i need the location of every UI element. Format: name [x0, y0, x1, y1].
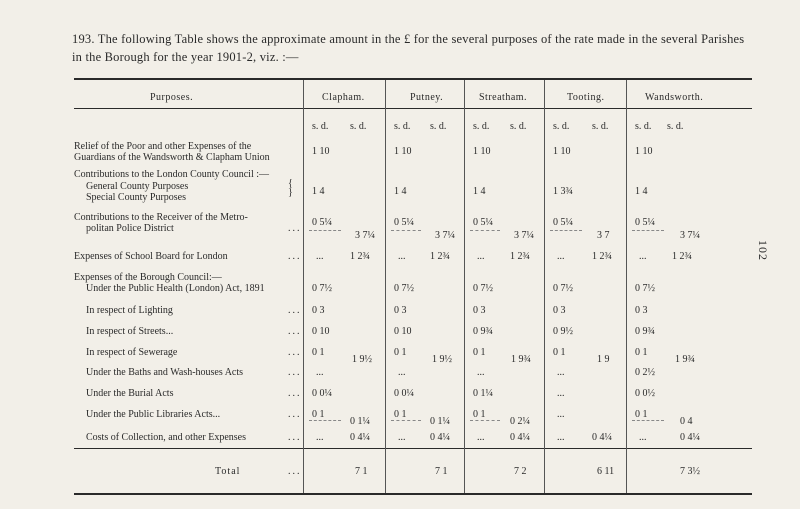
tooting-relief: 1 10 — [553, 146, 571, 157]
leader-dots: ... — [288, 326, 302, 337]
wandsworth-lighting: 0 3 — [635, 305, 648, 316]
streatham-subtotal-3: 0 2¼ — [510, 416, 530, 427]
streatham-total: 7 2 — [514, 466, 527, 477]
row-label-lighting: In respect of Lighting — [86, 305, 173, 316]
tooting-lighting: 0 3 — [553, 305, 566, 316]
putney-libraries: 0 1 — [394, 409, 407, 420]
clapham-school: 1 2¾ — [350, 251, 370, 262]
clapham-burial: 0 0¼ — [312, 388, 332, 399]
clapham-collection: 0 4¼ — [350, 432, 370, 443]
header-tooting: Tooting. — [567, 92, 605, 103]
header-clapham: Clapham. — [322, 92, 365, 103]
putney-subtotal-3: 0 1¼ — [430, 416, 450, 427]
subtotal-dash — [470, 420, 500, 421]
wandsworth-burial: 0 0½ — [635, 388, 655, 399]
subtotal-dash — [309, 230, 341, 231]
column-divider — [544, 80, 545, 493]
sd-header: s. d. — [635, 121, 652, 132]
tooting-lcc: 1 3¾ — [553, 186, 573, 197]
row-label-relief: Relief of the Poor and other Expenses of the — [74, 141, 252, 152]
streatham-collection-a: ... — [477, 432, 485, 443]
leader-dots: ... — [288, 251, 302, 262]
top-rule — [74, 78, 752, 80]
putney-school: 1 2¾ — [430, 251, 450, 262]
header-streatham: Streatham. — [479, 92, 528, 103]
putney-police: 0 5¼ — [394, 217, 414, 228]
wandsworth-relief: 1 10 — [635, 146, 653, 157]
tooting-libraries: ... — [557, 409, 565, 420]
tooting-sewerage: 0 1 — [553, 347, 566, 358]
row-label-libraries: Under the Public Libraries Acts... — [86, 409, 221, 420]
tooting-collection: 0 4¼ — [592, 432, 612, 443]
subtotal-dash — [632, 230, 664, 231]
clapham-subtotal-2: 1 9½ — [352, 354, 372, 365]
streatham-libraries: 0 1 — [473, 409, 486, 420]
subtotal-dash — [632, 420, 664, 421]
leader-dots: ... — [288, 223, 302, 234]
column-divider — [385, 80, 386, 493]
streatham-school: 1 2¾ — [510, 251, 530, 262]
clapham-health: 0 7½ — [312, 283, 332, 294]
leader-dots: ... — [288, 409, 302, 420]
row-label-lcc: Contributions to the London County Council :— — [74, 169, 269, 180]
streatham-relief: 1 10 — [473, 146, 491, 157]
row-label-borough: Expenses of the Borough Council:— — [74, 272, 222, 283]
putney-baths: ... — [398, 367, 406, 378]
streatham-lcc: 1 4 — [473, 186, 486, 197]
row-label-school: Expenses of School Board for London — [74, 251, 228, 262]
leader-dots: ... — [288, 466, 302, 477]
wandsworth-subtotal-3: 0 4 — [680, 416, 693, 427]
clapham-school-a: ... — [316, 251, 324, 262]
clapham-lcc: 1 4 — [312, 186, 325, 197]
leader-dots: ... — [288, 388, 302, 399]
wandsworth-libraries: 0 1 — [635, 409, 648, 420]
clapham-lighting: 0 3 — [312, 305, 325, 316]
row-label-sewerage: In respect of Sewerage — [86, 347, 178, 358]
header-purposes: Purposes. — [150, 92, 194, 103]
tooting-total: 6 11 — [597, 466, 615, 477]
putney-school-a: ... — [398, 251, 406, 262]
tooting-collection-a: ... — [557, 432, 565, 443]
row-label-police: Contributions to the Receiver of the Metro- — [74, 212, 248, 223]
sd-header: s. d. — [394, 121, 411, 132]
tooting-baths: ... — [557, 367, 565, 378]
row-label-public-health: Under the Public Health (London) Act, 1891 — [86, 283, 265, 294]
streatham-health: 0 7½ — [473, 283, 493, 294]
putney-burial: 0 0¼ — [394, 388, 414, 399]
putney-lcc: 1 4 — [394, 186, 407, 197]
column-divider — [626, 80, 627, 493]
clapham-sewerage: 0 1 — [312, 347, 325, 358]
sd-header: s. d. — [312, 121, 329, 132]
streatham-baths: ... — [477, 367, 485, 378]
row-label-special-county: Special County Purposes — [86, 192, 186, 203]
row-label-relief-cont: Guardians of the Wandsworth & Clapham Union — [74, 152, 270, 163]
clapham-total: 7 1 — [355, 466, 368, 477]
header-wandsworth: Wandsworth. — [645, 92, 704, 103]
header-putney: Putney. — [410, 92, 444, 103]
tooting-subtotal-2: 1 9 — [597, 354, 610, 365]
putney-streets: 0 10 — [394, 326, 412, 337]
wandsworth-police: 0 5¼ — [635, 217, 655, 228]
streatham-sewerage: 0 1 — [473, 347, 486, 358]
wandsworth-streets: 0 9¾ — [635, 326, 655, 337]
tooting-streets: 0 9½ — [553, 326, 573, 337]
putney-collection: 0 4¼ — [430, 432, 450, 443]
brace-mark: { } — [288, 178, 293, 198]
leader-dots: ... — [288, 347, 302, 358]
putney-collection-a: ... — [398, 432, 406, 443]
putney-subtotal-1: 3 7¼ — [435, 230, 455, 241]
row-label-police-cont: politan Police District — [86, 223, 174, 234]
wandsworth-school-a: ... — [639, 251, 647, 262]
wandsworth-collection: 0 4¼ — [680, 432, 700, 443]
clapham-streets: 0 10 — [312, 326, 330, 337]
subtotal-dash — [470, 230, 500, 231]
column-divider — [303, 80, 304, 493]
streatham-burial: 0 1¼ — [473, 388, 493, 399]
putney-relief: 1 10 — [394, 146, 412, 157]
streatham-collection: 0 4¼ — [510, 432, 530, 443]
streatham-police: 0 5¼ — [473, 217, 493, 228]
total-rule — [74, 448, 752, 449]
tooting-school: 1 2¾ — [592, 251, 612, 262]
clapham-police: 0 5¼ — [312, 217, 332, 228]
tooting-health: 0 7½ — [553, 283, 573, 294]
sd-header: s. d. — [553, 121, 570, 132]
clapham-collection-a: ... — [316, 432, 324, 443]
wandsworth-total: 7 3½ — [680, 466, 700, 477]
tooting-subtotal-1: 3 7 — [597, 230, 610, 241]
putney-health: 0 7½ — [394, 283, 414, 294]
clapham-libraries: 0 1 — [312, 409, 325, 420]
row-label-collection: Costs of Collection, and other Expenses — [86, 432, 246, 443]
subtotal-dash — [391, 420, 421, 421]
column-divider — [464, 80, 465, 493]
wandsworth-subtotal-2: 1 9¾ — [675, 354, 695, 365]
row-label-general-county: General County Purposes — [86, 181, 189, 192]
row-label-total: Total — [215, 466, 241, 477]
streatham-subtotal-1: 3 7¼ — [514, 230, 534, 241]
sd-header: s. d. — [350, 121, 367, 132]
streatham-school-a: ... — [477, 251, 485, 262]
header-rule — [74, 108, 752, 109]
streatham-streets: 0 9¾ — [473, 326, 493, 337]
sd-header: s. d. — [667, 121, 684, 132]
putney-lighting: 0 3 — [394, 305, 407, 316]
subtotal-dash — [550, 230, 582, 231]
tooting-burial: ... — [557, 388, 565, 399]
clapham-relief: 1 10 — [312, 146, 330, 157]
wandsworth-school: 1 2¾ — [672, 251, 692, 262]
sd-header: s. d. — [510, 121, 527, 132]
row-label-streets: In respect of Streets... — [86, 326, 174, 337]
putney-sewerage: 0 1 — [394, 347, 407, 358]
subtotal-dash — [309, 420, 341, 421]
leader-dots: ... — [288, 305, 302, 316]
wandsworth-health: 0 7½ — [635, 283, 655, 294]
row-label-burial: Under the Burial Acts — [86, 388, 174, 399]
tooting-school-a: ... — [557, 251, 565, 262]
leader-dots: ... — [288, 432, 302, 443]
putney-total: 7 1 — [435, 466, 448, 477]
sd-header: s. d. — [592, 121, 609, 132]
page-number: 102 — [756, 240, 770, 261]
clapham-baths: ... — [316, 367, 324, 378]
subtotal-dash — [391, 230, 421, 231]
clapham-subtotal-3: 0 1¼ — [350, 416, 370, 427]
putney-subtotal-2: 1 9½ — [432, 354, 452, 365]
sd-header: s. d. — [430, 121, 447, 132]
wandsworth-collection-a: ... — [639, 432, 647, 443]
tooting-police: 0 5¼ — [553, 217, 573, 228]
bottom-rule — [74, 493, 752, 495]
wandsworth-sewerage: 0 1 — [635, 347, 648, 358]
wandsworth-lcc: 1 4 — [635, 186, 648, 197]
leader-dots: ... — [288, 367, 302, 378]
wandsworth-subtotal-1: 3 7¼ — [680, 230, 700, 241]
row-label-baths: Under the Baths and Wash-houses Acts — [86, 367, 244, 378]
streatham-lighting: 0 3 — [473, 305, 486, 316]
wandsworth-baths: 0 2½ — [635, 367, 655, 378]
intro-paragraph: 193. The following Table shows the approximate amount in the £ for the several purposes of the rate made in the several Parishes in the Borough for the year 1901-2, viz. :— — [72, 32, 745, 64]
sd-header: s. d. — [473, 121, 490, 132]
streatham-subtotal-2: 1 9¾ — [511, 354, 531, 365]
clapham-subtotal-1: 3 7¼ — [355, 230, 375, 241]
